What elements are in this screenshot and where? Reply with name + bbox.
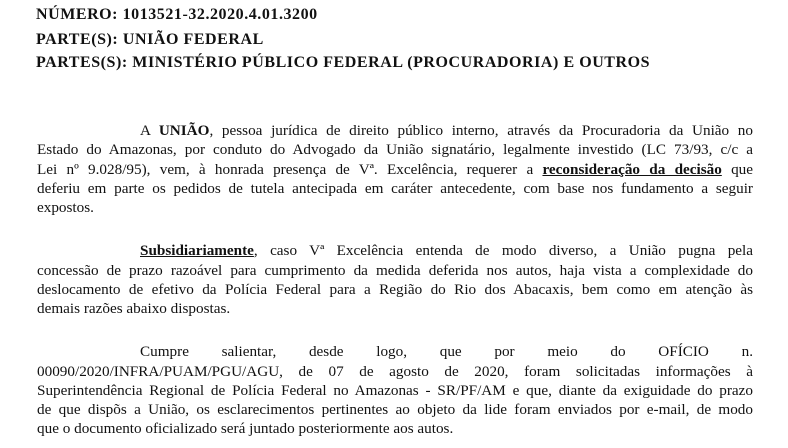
process-number: NÚMERO: 1013521-32.2020.4.01.3200 xyxy=(36,6,318,23)
subsidiarily-word: Subsidiariamente xyxy=(140,242,254,259)
parties-line: PARTES(S): MINISTÉRIO PÚBLICO FEDERAL (PROCURADORIA) E OUTROS xyxy=(36,54,651,71)
p3-line-1: Cumpre salientar, desde logo, que por meio do OFÍCIO n. xyxy=(140,343,753,360)
p2-line-1 xyxy=(140,241,753,260)
p2-line-3: deslocamento de efetivo da Polícia Federal para a Região do Rio dos Abacaxis, bem como em atenção às xyxy=(37,281,753,298)
p1-line-1 xyxy=(140,121,753,140)
p3-line-3: Superintendência Regional de Polícia Federal no Amazonas - SR/PF/AM e que, diante da exiguidade do prazo xyxy=(37,382,753,399)
p1-uniao: UNIÃO xyxy=(158,122,210,139)
p2-line-4: demais razões abaixo dispostas. xyxy=(37,300,231,317)
p1-line-5: expostos. xyxy=(37,199,94,216)
p1-line-3-text: Lei nº 9.028/95), vem, à honrada presença de Vª. Excelência, requerer a xyxy=(37,161,543,178)
p3-line-4: de que dispõs a União, os esclarecimentos pertinentes ao objeto da lide foram enviados por e-mail, de modo xyxy=(37,401,753,418)
p1-line-3-tail: que xyxy=(721,161,753,178)
p1-line-4: deferiu em parte os pedidos de tutela antecipada em caráter antecedente, com base nos fundamento a seguir xyxy=(37,180,753,197)
p2-line-2: concessão de prazo razoável para cumprimento da medida deferida nos autos, haja vista a complexidade do xyxy=(37,262,753,279)
p1-line-2: Estado do Amazonas, por conduto do Advogado da União signatário, legalmente investido (LC 73/93, c/c a xyxy=(37,141,753,158)
p2-line-1-text: , caso Vª Excelência entenda de modo diverso, a União pugna pela xyxy=(253,242,753,259)
p3-line-5: que o documento oficializado será juntado posteriormente aos autos. xyxy=(37,420,454,437)
party-line: PARTE(S): UNIÃO FEDERAL xyxy=(36,31,264,48)
p3-line-2: 00090/2020/INFRA/PUAM/PGU/AGU, de 07 de agosto de 2020, foram solicitadas informações à xyxy=(37,363,753,380)
reconsideration-phrase: reconsideração da decisão xyxy=(542,161,722,178)
p1-line-1-text: , pessoa jurídica de direito público interno, através da Procuradoria da União no xyxy=(209,122,753,139)
p1-line-3 xyxy=(37,160,753,179)
p1-lead: A xyxy=(140,122,159,139)
